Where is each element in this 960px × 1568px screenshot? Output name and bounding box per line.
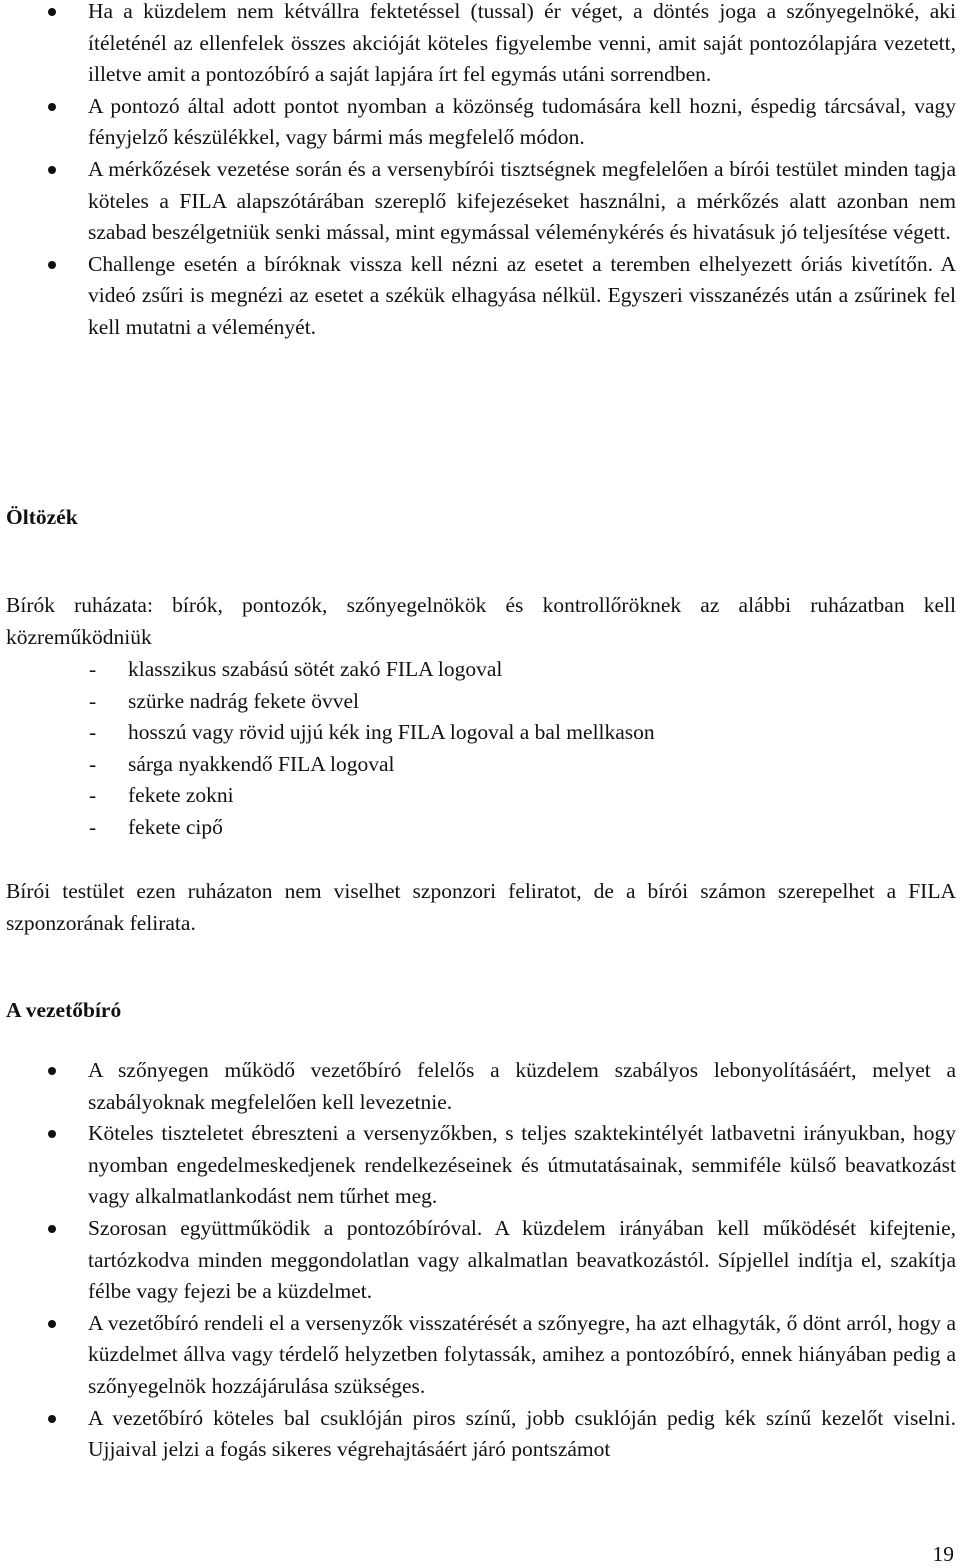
referee-bullet-list [0,1055,960,1466]
bullet-icon [48,261,56,269]
bullet-icon [48,1225,56,1233]
bullet-icon [48,1320,56,1328]
list-item [0,154,960,249]
dash-marker: - [89,657,97,681]
list-item [0,812,960,844]
dash-marker: - [89,751,97,776]
clothing-note-paragraph: Bírói testület ezen ruházaton nem viselhet szponzori feliratot, de a bírói számon szerepelhet a FILA szponzorának felirata. [6,879,956,935]
clothing-list [0,654,960,844]
list-item-text: A szőnyegen működő vezetőbíró felelős a küzdelem szabályos lebonyolításáért, melyet a szabályoknak megfelelően kell levezetnie. [88,1058,956,1114]
list-item [0,654,960,686]
list-item [0,686,960,718]
bullet-icon [48,1130,56,1138]
list-item-text: Köteles tiszteletet ébreszteni a versenyzőkben, s teljes szaktekintélyét latbavetni irányukban, hogy nyomban engedelmeskedjenek rendelkezéseinek és útmutatásainak, semmiféle külső beavatkozást vagy alkalmatlankodást nem tűrhet meg. [88,1121,956,1209]
list-item-text: Ha a küzdelem nem kétvállra fektetéssel (tussal) ér véget, a döntés joga a szőnyegelnöké, aki ítéleténél az ellenfelek összes akcióját köteles figyelembe venni, amit saját pontozólapjára vezetett, illetve amit a pontozóbíró a saját lapjára írt fel egymás utáni sorrendben. [88,0,956,87]
list-item-text: sárga nyakkendő FILA logoval [128,751,395,776]
list-item [0,780,960,812]
list-item-text: Challenge esetén a bíróknak vissza kell nézni az esetet a teremben elhelyezett óriás kivetítőn. A videó zsűri is megnézi az esetet a székük elhagyása nélkül. Egyszeri visszanézés után a zsűrinek fel kell mutatni a véleményét. [88,251,956,339]
list-item-text: fekete cipő [128,814,223,839]
list-item [0,1308,960,1403]
bullet-icon [48,166,56,174]
list-item-text: hosszú vagy rövid ujjú kék ing FILA logoval a bal mellkason [128,720,655,745]
list-item [0,1213,960,1308]
dash-marker: - [89,688,97,713]
list-item-text: A vezetőbíró köteles bal csuklóján piros színű, jobb csuklóján pedig kék színű kezelőt viselni. Ujjaival jelzi a fogás sikeres végrehajtásáért járó pontszámot [88,1405,956,1462]
bullet-icon [48,1067,56,1075]
section-heading-vezetobiro: A vezetőbíró [6,998,122,1022]
bullet-icon [48,8,56,16]
list-item-text: klasszikus szabású sötét zakó FILA logoval [128,657,503,681]
list-item [0,0,960,91]
bullet-icon [48,103,56,111]
list-item-text: fekete zokni [128,783,234,808]
top-bullet-list [0,0,960,344]
section-heading-oltozek: Öltözék [6,505,78,529]
list-item [0,1118,960,1213]
dash-marker: - [89,814,97,839]
page-number: 19 [932,1542,954,1566]
list-item [0,1403,960,1466]
list-item [0,91,960,154]
list-item [0,717,960,749]
list-item [0,249,960,344]
list-item-text: Szorosan együttműködik a pontozóbíróval. A küzdelem irányában kell működését kifejtenie, tartózkodva minden meggondolatlan vagy alkalmatlan beavatkozástól. Sípjellel indítja el, szakítja félbe vagy fejezi be a küzdelmet. [88,1215,956,1304]
clothing-intro-paragraph: Bírók ruházata: bírók, pontozók, szőnyegelnökök és kontrollőröknek az alábbi ruházatban kell közreműködniük [6,593,956,649]
list-item [0,1055,960,1118]
dash-marker: - [89,720,97,745]
list-item-text: A pontozó által adott pontot nyomban a közönség tudomására kell hozni, éspedig tárcsával, vagy fényjelző készülékkel, vagy bármi más megfelelő módon. [88,93,956,150]
list-item-text: A mérkőzések vezetése során és a versenybírói tisztségnek megfelelően a bírói testület minden tagja köteles a FILA alapszótárában szereplő kifejezéseket használni, a mérkőzés alatt azonban nem szabad beszélgetniük senki mással, mint egymással véleménykérés és hivatásuk jó teljesítése végett. [88,156,956,245]
bullet-icon [48,1415,56,1423]
list-item-text: szürke nadrág fekete övvel [128,688,360,713]
dash-marker: - [89,783,97,808]
list-item [0,749,960,781]
list-item-text: A vezetőbíró rendeli el a versenyzők visszatérését a szőnyegre, ha azt elhagyták, ő dönt arról, hogy a küzdelmet állva vagy térdelő helyzetben folytassák, amihez a pontozóbíró, ennek hiányában pedig a szőnyegelnök hozzájárulása szükséges. [88,1310,956,1398]
